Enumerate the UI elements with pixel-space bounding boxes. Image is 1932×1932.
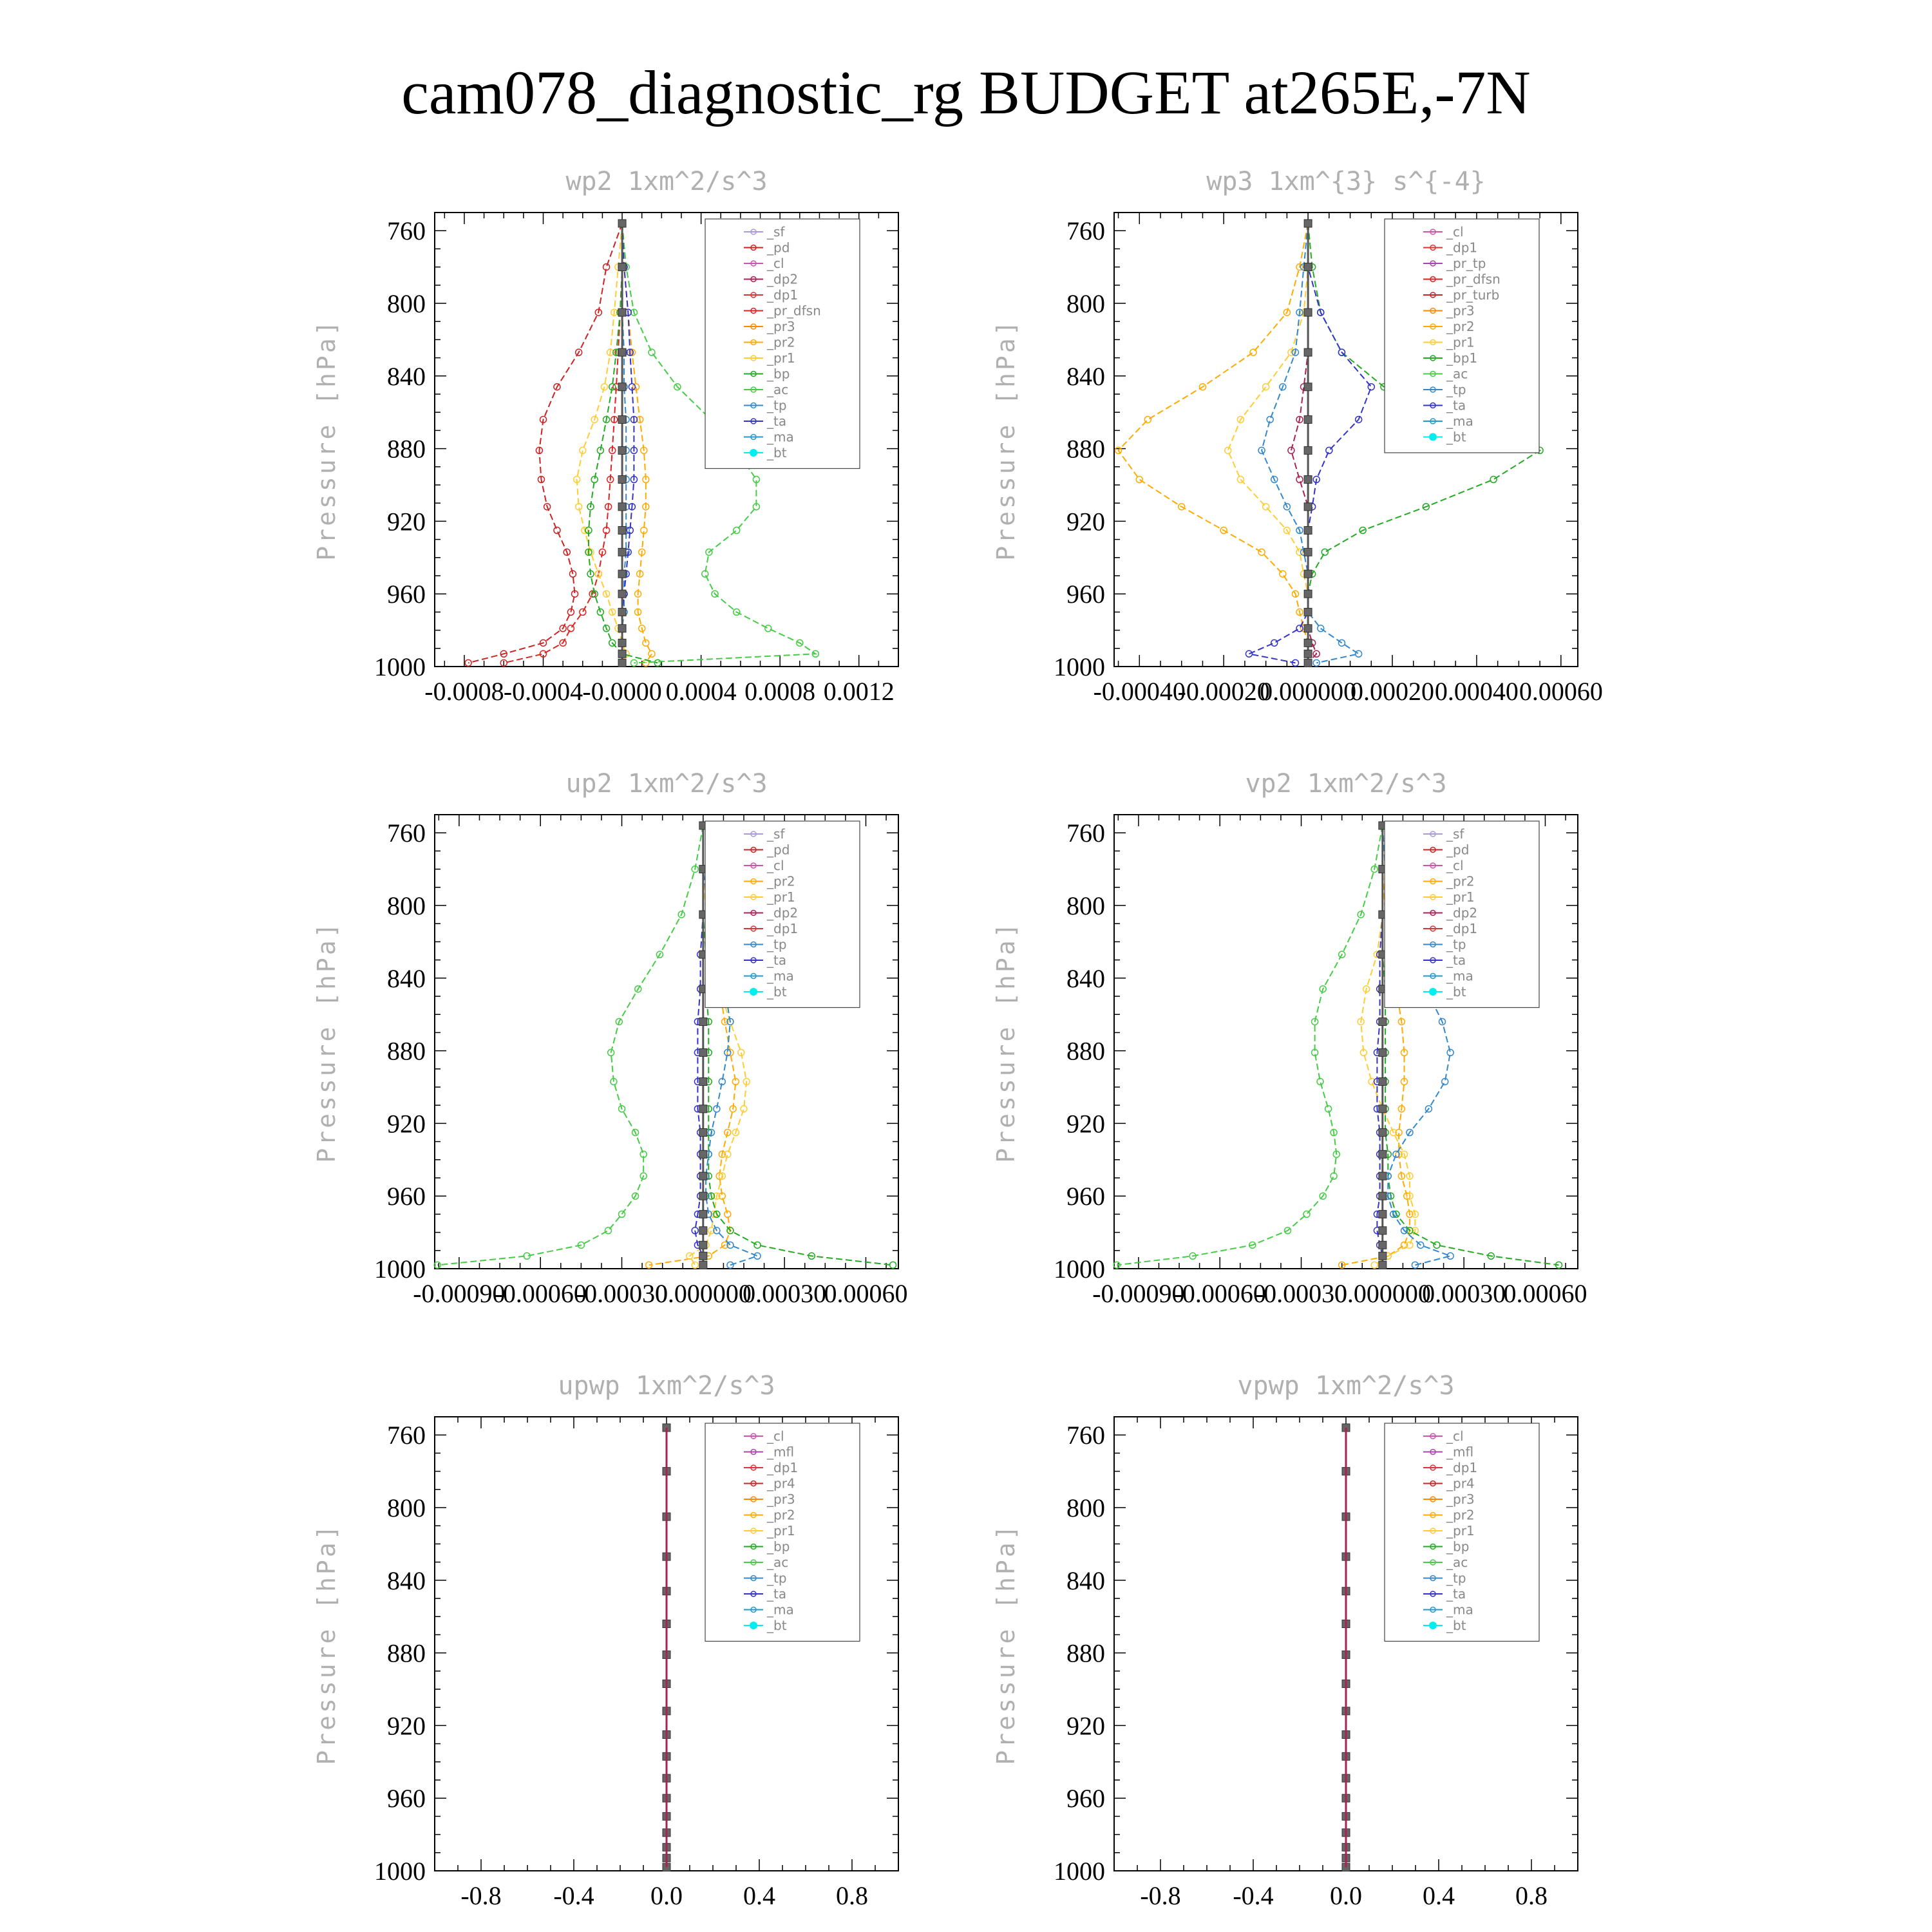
series-point (1379, 1150, 1387, 1158)
series-point (618, 503, 626, 511)
series-point (1304, 220, 1312, 227)
series-point (618, 570, 626, 578)
x-tick-label: 0.4 (743, 1881, 775, 1910)
panel-wp2 (312, 155, 966, 734)
series-point (1304, 503, 1312, 511)
series-line (468, 223, 622, 663)
y-tick-label: 840 (1066, 1566, 1105, 1595)
series-point (699, 1241, 707, 1249)
legend-label: _pr1 (1446, 1523, 1475, 1539)
y-tick-label: 1000 (374, 1857, 426, 1886)
legend-label: _bp (767, 366, 790, 382)
series-point (554, 527, 560, 534)
series-point (1304, 527, 1312, 535)
x-tick-label: 0.00030 (743, 1279, 827, 1308)
series-point (699, 1048, 707, 1056)
series-point (618, 590, 626, 598)
series-point (1280, 571, 1286, 577)
y-tick-label: 1000 (374, 652, 426, 681)
series-point (1304, 608, 1312, 616)
x-tick-label: 0.4 (1423, 1881, 1455, 1910)
series-point (1313, 659, 1320, 666)
x-tick-label: 0.0 (1330, 1881, 1362, 1910)
series-point (1304, 639, 1312, 647)
figure-title: cam078_diagnostic_rg BUDGET at265E,-7N (401, 58, 1531, 127)
legend-label: _bp1 (1446, 350, 1478, 366)
legend-label: _dp2 (767, 905, 799, 921)
series-line (437, 826, 703, 1265)
legend-label: _ma (1446, 968, 1473, 984)
series-point (1379, 1252, 1387, 1260)
series-point (699, 1172, 707, 1180)
series-point (618, 263, 626, 271)
panel-title: up2 1xm^2/s^3 (565, 769, 768, 799)
y-tick-label: 760 (387, 819, 426, 848)
legend-label: _pr3 (1446, 303, 1475, 319)
series-line (1117, 826, 1383, 1265)
series-point (1321, 549, 1328, 555)
series-point (890, 1262, 896, 1268)
series-point (699, 1252, 707, 1260)
legend-label: _tp (1446, 382, 1466, 397)
series-point (1434, 1242, 1440, 1248)
legend-label: _pr1 (767, 1523, 795, 1539)
legend-label: _pr_turb (1446, 287, 1500, 303)
series-point (1304, 570, 1312, 578)
x-tick-label: -0.4 (1233, 1881, 1274, 1910)
x-tick-label: 0.000000 (1260, 677, 1357, 706)
y-tick-label: 960 (1066, 1784, 1105, 1814)
series-point (1263, 504, 1269, 510)
series-point (1379, 1261, 1387, 1269)
series-point (699, 1192, 707, 1200)
y-tick-label: 880 (1066, 434, 1105, 464)
series-point (1371, 1262, 1378, 1268)
legend-label: _mfl (767, 1444, 795, 1460)
y-tick-label: 920 (1066, 507, 1105, 536)
legend-marker (750, 1622, 757, 1629)
legend-label: _bt (1446, 984, 1466, 999)
panel-title: wp3 1xm^{3} s^{-4} (1206, 167, 1486, 196)
series-point (1304, 383, 1312, 391)
series-point (1271, 639, 1278, 646)
y-tick-label: 1000 (1054, 1857, 1105, 1886)
y-tick-label: 880 (387, 434, 426, 464)
series-point (1136, 477, 1142, 483)
series-point (618, 625, 626, 632)
series-point (727, 1262, 734, 1268)
legend-label: _pr3 (1446, 1492, 1475, 1507)
series-point (699, 1210, 707, 1218)
y-tick-label: 960 (1066, 1182, 1105, 1211)
series-point (1304, 415, 1312, 423)
y-tick-label: 920 (387, 507, 426, 536)
legend-label: _pr1 (767, 350, 795, 366)
legend-label: _tp (1446, 1570, 1466, 1586)
series-point (699, 1078, 707, 1086)
y-tick-label: 760 (1066, 819, 1105, 848)
series-point (1379, 1241, 1387, 1249)
series-point (1304, 659, 1312, 667)
legend-label: _tp (767, 397, 787, 413)
x-tick-label: 0.00020 (1350, 677, 1434, 706)
panel-upwp (312, 1359, 966, 1932)
panel-wp3 (992, 155, 1645, 734)
x-tick-label: -0.0000 (582, 677, 662, 706)
legend-marker (1429, 988, 1437, 996)
legend-label: _sf (767, 826, 785, 842)
x-tick-label: 0.8 (1515, 1881, 1548, 1910)
y-tick-label: 880 (387, 1036, 426, 1066)
series-point (465, 659, 471, 666)
legend-label: _pr_dfsn (1446, 271, 1501, 287)
series-point (1304, 650, 1312, 658)
legend-label: _tp (767, 1570, 787, 1586)
legend-marker (1429, 1622, 1437, 1629)
series-point (1379, 1048, 1387, 1056)
y-tick-label: 800 (387, 289, 426, 318)
legend-label: _ta (1446, 397, 1466, 413)
x-tick-label: 0.00060 (824, 1279, 908, 1308)
y-tick-label: 760 (387, 216, 426, 246)
series-point (692, 1262, 698, 1268)
x-tick-label: 0.00030 (1422, 1279, 1506, 1308)
legend-label: _pd (767, 842, 790, 858)
series-point (1304, 590, 1312, 598)
x-tick-label: -0.0008 (424, 677, 504, 706)
panel-title: upwp 1xm^2/s^3 (558, 1371, 775, 1401)
legend-label: _bt (1446, 429, 1466, 445)
y-tick-label: 920 (1066, 1711, 1105, 1741)
x-tick-label: -0.00090 (1092, 1279, 1185, 1308)
legend-label: _pr2 (1446, 873, 1475, 889)
series-point (618, 476, 626, 484)
series-point (1304, 476, 1312, 484)
legend-label: _dp1 (1446, 921, 1478, 936)
series-point (1379, 1129, 1387, 1137)
series-line (1119, 223, 1309, 663)
series-point (1225, 447, 1231, 453)
series-point (1490, 477, 1497, 483)
series-point (1356, 650, 1362, 657)
x-tick-label: -0.8 (460, 1881, 502, 1910)
y-tick-label: 800 (387, 891, 426, 920)
y-tick-label: 840 (1066, 361, 1105, 391)
y-axis-label: Pressure [hPa] (312, 920, 341, 1163)
panel-up2 (312, 757, 966, 1336)
legend-label: _dp1 (1446, 1460, 1478, 1475)
panel-title: vp2 1xm^2/s^3 (1245, 769, 1447, 799)
legend-label: _pr2 (1446, 319, 1475, 334)
legend-label: _ta (767, 413, 787, 429)
series-point (618, 383, 626, 391)
legend-label: _pr1 (1446, 334, 1475, 350)
legend-label: _cl (1446, 224, 1464, 240)
legend-label: _pr3 (767, 319, 795, 334)
panel-vp2 (992, 757, 1645, 1336)
series-point (1144, 416, 1151, 422)
legend-label: _cl (767, 1428, 784, 1444)
series-point (618, 608, 626, 616)
x-tick-label: 0.000000 (654, 1279, 752, 1308)
y-tick-label: 960 (387, 1784, 426, 1814)
series-point (1379, 1227, 1387, 1235)
panel-vpwp (992, 1359, 1645, 1932)
series-point (1304, 348, 1312, 356)
legend-label: _sf (767, 224, 785, 240)
series-point (1368, 384, 1374, 390)
series-point (649, 349, 655, 355)
x-tick-label: -0.00060 (494, 1279, 587, 1308)
y-axis-label: Pressure [hPa] (992, 1522, 1020, 1765)
series-point (649, 650, 655, 657)
legend-label: _bt (767, 984, 787, 999)
y-tick-label: 1000 (374, 1255, 426, 1283)
x-tick-label: -0.00090 (413, 1279, 506, 1308)
series-point (1296, 625, 1303, 632)
series-point (1379, 1078, 1387, 1086)
legend-label: _cl (1446, 858, 1464, 873)
legend-label: _pr_tp (1446, 256, 1486, 271)
x-tick-label: 0.8 (836, 1881, 868, 1910)
legend-label: _dp1 (767, 287, 799, 303)
series-point (1326, 447, 1332, 453)
legend-label: _ma (1446, 1602, 1473, 1618)
legend-label: _tp (767, 936, 787, 952)
x-tick-label: -0.00030 (575, 1279, 668, 1308)
x-tick-label: 0.00040 (1434, 677, 1519, 706)
series-point (754, 1253, 761, 1259)
series-point (1379, 1018, 1387, 1025)
legend-label: _ma (1446, 413, 1473, 429)
legend-label: _ma (767, 429, 794, 445)
series-point (1245, 650, 1252, 657)
y-axis-label: Pressure [hPa] (312, 318, 341, 561)
y-tick-label: 800 (1066, 289, 1105, 318)
series-point (605, 1227, 611, 1234)
legend-label: _ma (767, 968, 794, 984)
series-point (1304, 308, 1312, 316)
legend-label: _ma (767, 1602, 794, 1618)
legend-label: _ta (767, 1586, 787, 1602)
y-tick-label: 800 (1066, 1493, 1105, 1522)
x-tick-label: -0.8 (1140, 1881, 1181, 1910)
x-tick-label: 0.00060 (1519, 677, 1603, 706)
series-point (1263, 384, 1269, 390)
series-point (699, 1227, 707, 1235)
y-tick-label: 960 (387, 580, 426, 609)
y-tick-label: 920 (387, 1711, 426, 1741)
y-tick-label: 880 (387, 1638, 426, 1668)
series-point (1379, 1192, 1387, 1200)
legend-label: _bp (767, 1539, 790, 1555)
y-axis-label: Pressure [hPa] (992, 318, 1020, 561)
legend-marker (750, 449, 757, 457)
series-point (618, 650, 626, 658)
series-point (724, 1211, 731, 1217)
legend-label: _bt (767, 445, 787, 460)
legend-marker (1429, 433, 1437, 441)
legend-label: _cl (767, 256, 784, 271)
y-tick-label: 840 (387, 963, 426, 993)
legend-label: _dp2 (1446, 905, 1478, 921)
y-tick-label: 1000 (1054, 652, 1105, 681)
y-tick-label: 920 (1066, 1109, 1105, 1139)
x-tick-label: 0.0012 (823, 677, 895, 706)
panel-title: wp2 1xm^2/s^3 (565, 167, 768, 196)
series-point (765, 625, 772, 632)
series-point (1379, 1210, 1387, 1218)
legend-label: _pr4 (767, 1475, 795, 1492)
legend-label: _ac (767, 1555, 789, 1570)
legend-label: _pr_dfsn (767, 303, 821, 319)
legend-label: _ta (1446, 952, 1466, 968)
series-point (1304, 548, 1312, 556)
y-tick-label: 960 (387, 1182, 426, 1211)
legend-label: _pr1 (1446, 889, 1475, 905)
legend-label: _dp1 (767, 921, 799, 936)
series-point (618, 308, 626, 316)
y-tick-label: 960 (1066, 580, 1105, 609)
series-point (699, 1105, 707, 1113)
y-tick-label: 1000 (1054, 1255, 1105, 1283)
legend-label: _pr2 (767, 873, 795, 889)
x-tick-label: 0.00060 (1503, 1279, 1587, 1308)
series-point (618, 527, 626, 535)
series-point (1303, 1211, 1310, 1217)
y-tick-label: 880 (1066, 1638, 1105, 1668)
legend-label: _pr3 (767, 1492, 795, 1507)
legend-label: _pr2 (767, 334, 795, 350)
x-tick-label: -0.00060 (1173, 1279, 1266, 1308)
x-tick-label: 0.000000 (1334, 1279, 1431, 1308)
series-point (567, 625, 574, 632)
series-point (1258, 549, 1265, 555)
series-point (699, 1129, 707, 1137)
series-point (618, 415, 626, 423)
y-axis-label: Pressure [hPa] (992, 920, 1020, 1163)
y-tick-label: 840 (387, 361, 426, 391)
series-point (1379, 1105, 1387, 1113)
series-point (618, 446, 626, 454)
series-point (1304, 625, 1312, 632)
series-point (618, 220, 626, 227)
x-tick-label: -0.4 (553, 1881, 594, 1910)
series-point (734, 527, 740, 534)
legend-label: _ta (1446, 1586, 1466, 1602)
x-tick-label: 0.0004 (665, 677, 737, 706)
legend-label: _pr2 (1446, 1507, 1475, 1523)
series-point (754, 1242, 761, 1248)
series-point (699, 1150, 707, 1158)
legend-label: _dp1 (767, 1460, 799, 1475)
legend-label: _pr2 (767, 1507, 795, 1523)
legend-label: _sf (1446, 826, 1464, 842)
x-tick-label: -0.00030 (1255, 1279, 1348, 1308)
legend-label: _tp (1446, 936, 1466, 952)
series-point (580, 609, 586, 615)
y-tick-label: 840 (387, 1566, 426, 1595)
legend-label: _bp (1446, 1539, 1470, 1555)
legend-label: _pr4 (1446, 1475, 1475, 1492)
y-tick-label: 800 (387, 1493, 426, 1522)
series-point (1304, 446, 1312, 454)
x-tick-label: 0.0008 (744, 677, 816, 706)
legend-label: _pr1 (767, 889, 795, 905)
y-tick-label: 760 (1066, 1421, 1105, 1450)
legend-label: _cl (767, 858, 784, 873)
series-point (618, 659, 626, 667)
series-point (618, 639, 626, 647)
legend-label: _cl (1446, 1428, 1464, 1444)
y-tick-label: 880 (1066, 1036, 1105, 1066)
legend-label: _ta (767, 952, 787, 968)
x-tick-label: -0.00020 (1177, 677, 1270, 706)
x-tick-label: 0.0 (650, 1881, 683, 1910)
series-point (618, 548, 626, 556)
series-point (699, 1261, 707, 1269)
y-tick-label: 840 (1066, 963, 1105, 993)
y-tick-label: 760 (387, 1421, 426, 1450)
legend-label: _ac (1446, 366, 1468, 382)
legend-label: _bt (1446, 1618, 1466, 1633)
legend-label: _pd (767, 240, 790, 256)
series-point (1379, 1172, 1387, 1180)
series-point (618, 348, 626, 356)
y-tick-label: 760 (1066, 216, 1105, 246)
legend-label: _ac (1446, 1555, 1468, 1570)
legend-label: _ac (767, 382, 789, 397)
panel-title: vpwp 1xm^2/s^3 (1237, 1371, 1455, 1401)
legend-label: _pd (1446, 842, 1470, 858)
y-tick-label: 920 (387, 1109, 426, 1139)
y-axis-label: Pressure [hPa] (312, 1522, 341, 1765)
x-tick-label: -0.0004 (503, 677, 583, 706)
series-point (1250, 349, 1256, 355)
y-tick-label: 800 (1066, 891, 1105, 920)
series-point (741, 1106, 747, 1112)
legend-label: _dp2 (767, 271, 799, 287)
series-point (1304, 263, 1312, 271)
legend-marker (750, 988, 757, 996)
series-point (699, 1018, 707, 1025)
legend-label: _mfl (1446, 1444, 1474, 1460)
legend-label: _bt (767, 1618, 787, 1633)
x-tick-label: -0.00040 (1093, 677, 1186, 706)
legend-label: _dp1 (1446, 240, 1478, 256)
